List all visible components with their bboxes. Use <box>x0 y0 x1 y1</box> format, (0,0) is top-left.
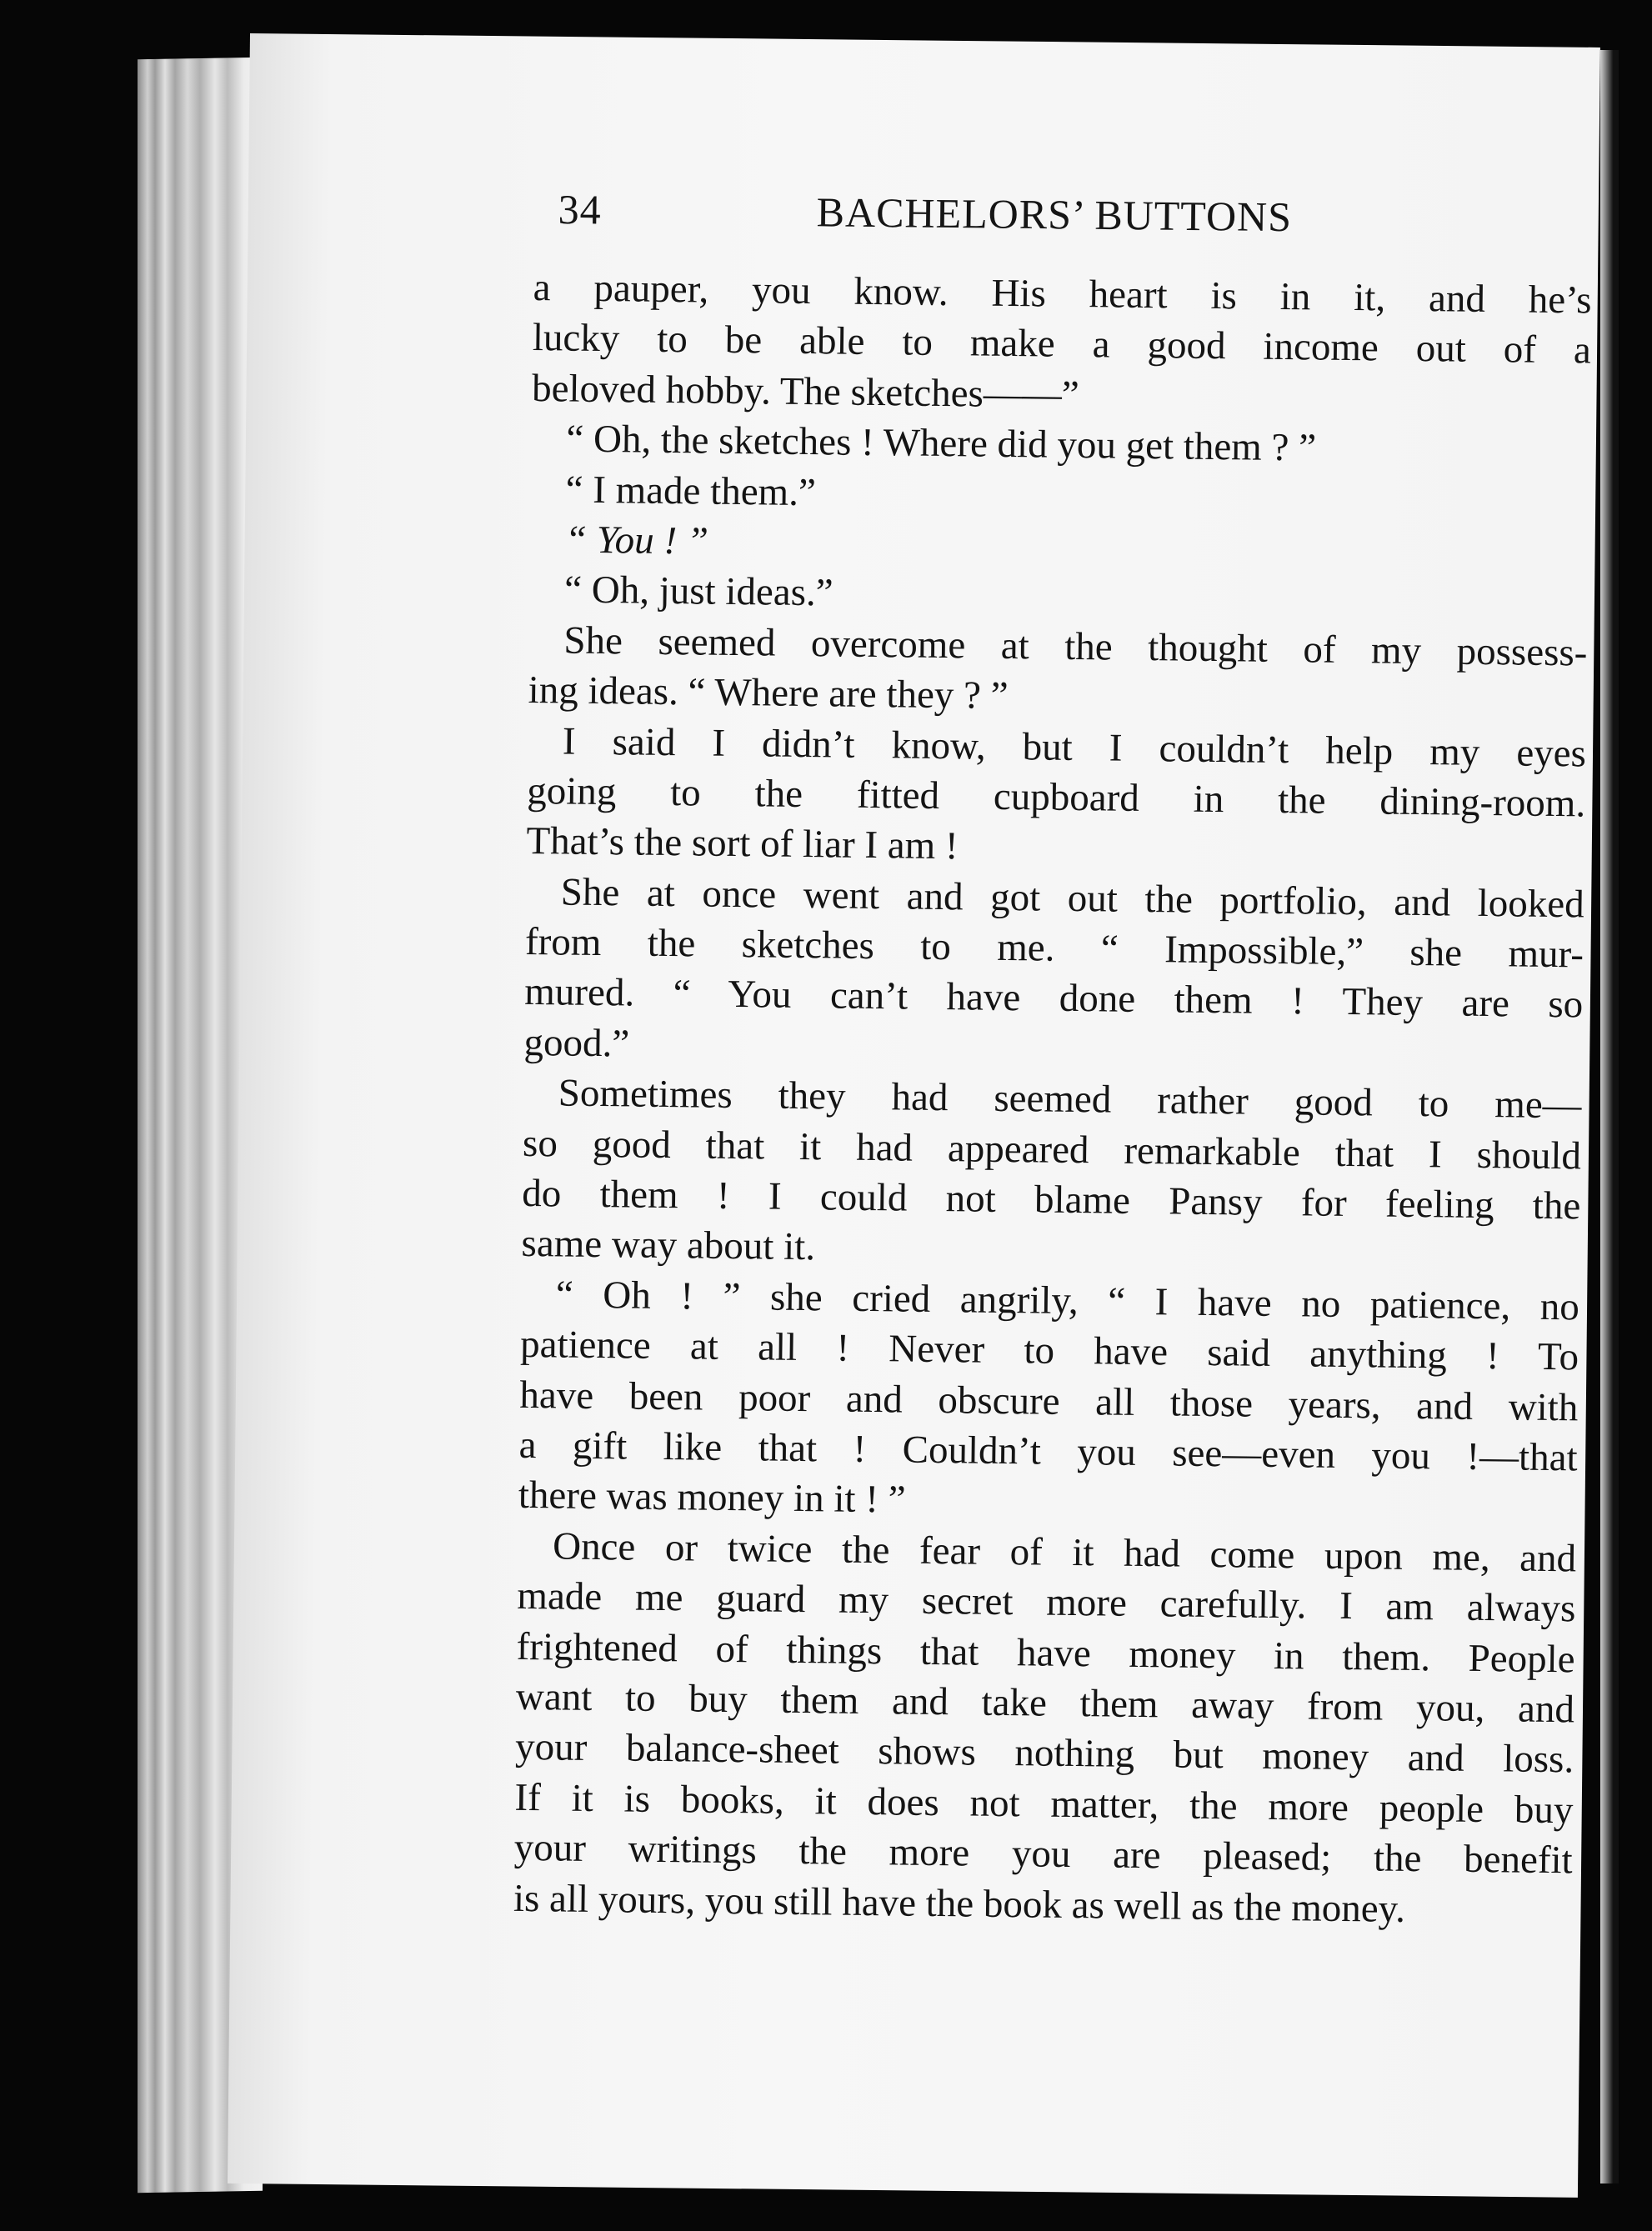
text-line: a pauper, you know. His heart is in it, and he’s <box>533 265 1592 323</box>
page-number: 34 <box>558 185 602 233</box>
text-line: there was money in it ! ” <box>518 1473 906 1522</box>
text-line: Once or twice the fear of it had come upon me, and <box>552 1524 1577 1581</box>
text-line: beloved hobby. The sketches——” <box>531 366 1079 417</box>
text-line: ing ideas. “ Where are they ? ” <box>528 668 1009 718</box>
text-line: If it is books, it does not matter, the more people buy <box>514 1775 1574 1833</box>
text-line: a gift like that ! Couldn’t you see—even you !—that <box>518 1423 1578 1480</box>
text-line: is all yours, you still have the book as well as the money. <box>513 1876 1406 1931</box>
text-line: your writings the more you are pleased; the benefit <box>513 1825 1573 1883</box>
page-right-edge <box>1600 50 1619 2183</box>
text-line: same way about it. <box>521 1222 816 1269</box>
text-line-italic: “ You ! ” <box>564 518 709 563</box>
text-line: do them ! I could not blame Pansy for feeling the <box>522 1171 1581 1228</box>
text-line: She at once went and got out the portfolio, and looked <box>560 870 1585 927</box>
text-line: She seemed overcome at the thought of my possess- <box>563 618 1588 675</box>
text-line: “ Oh, the sketches ! Where did you get them ? ” <box>566 417 1317 470</box>
text-line: Sometimes they had seemed rather good to me— <box>558 1071 1583 1128</box>
page-header <box>558 185 1392 252</box>
text-line: your balance-sheet shows nothing but money and loss. <box>514 1725 1574 1782</box>
text-line: going to the fitted cupboard in the dining-room. <box>526 768 1586 826</box>
running-title: BACHELORS’ BUTTONS <box>816 188 1293 241</box>
text-line: good.” <box>523 1020 630 1066</box>
text-line: from the sketches to me. “ Impossible,” she mur- <box>524 920 1584 977</box>
body-text <box>513 263 1592 1936</box>
text-line: want to buy them and take them away from you, and <box>515 1674 1575 1732</box>
text-line: mured. “ You can’t have done them ! They are so <box>523 970 1584 1027</box>
text-line: frightened of things that have money in them. People <box>516 1624 1575 1681</box>
text-line: patience at all ! Never to have said anything ! To <box>519 1323 1579 1379</box>
text-line: lucky to be able to make a good income out of a <box>532 316 1592 373</box>
text-line: “ Oh, just ideas.” <box>563 568 834 615</box>
text-line: so good that it had appeared remarkable that I should <box>522 1121 1582 1178</box>
text-line: I said I didn’t know, but I couldn’t help my eyes <box>562 718 1587 775</box>
text-line: “ Oh ! ” she cried angrily, “ I have no patience, no <box>555 1273 1580 1329</box>
text-line: “ I made them.” <box>565 468 817 514</box>
text-line: That’s the sort of liar I am ! <box>526 819 959 868</box>
text-line: have been poor and obscure all those years, and with <box>519 1373 1579 1430</box>
text-line: made me guard my secret more carefully. I am always <box>517 1574 1576 1631</box>
